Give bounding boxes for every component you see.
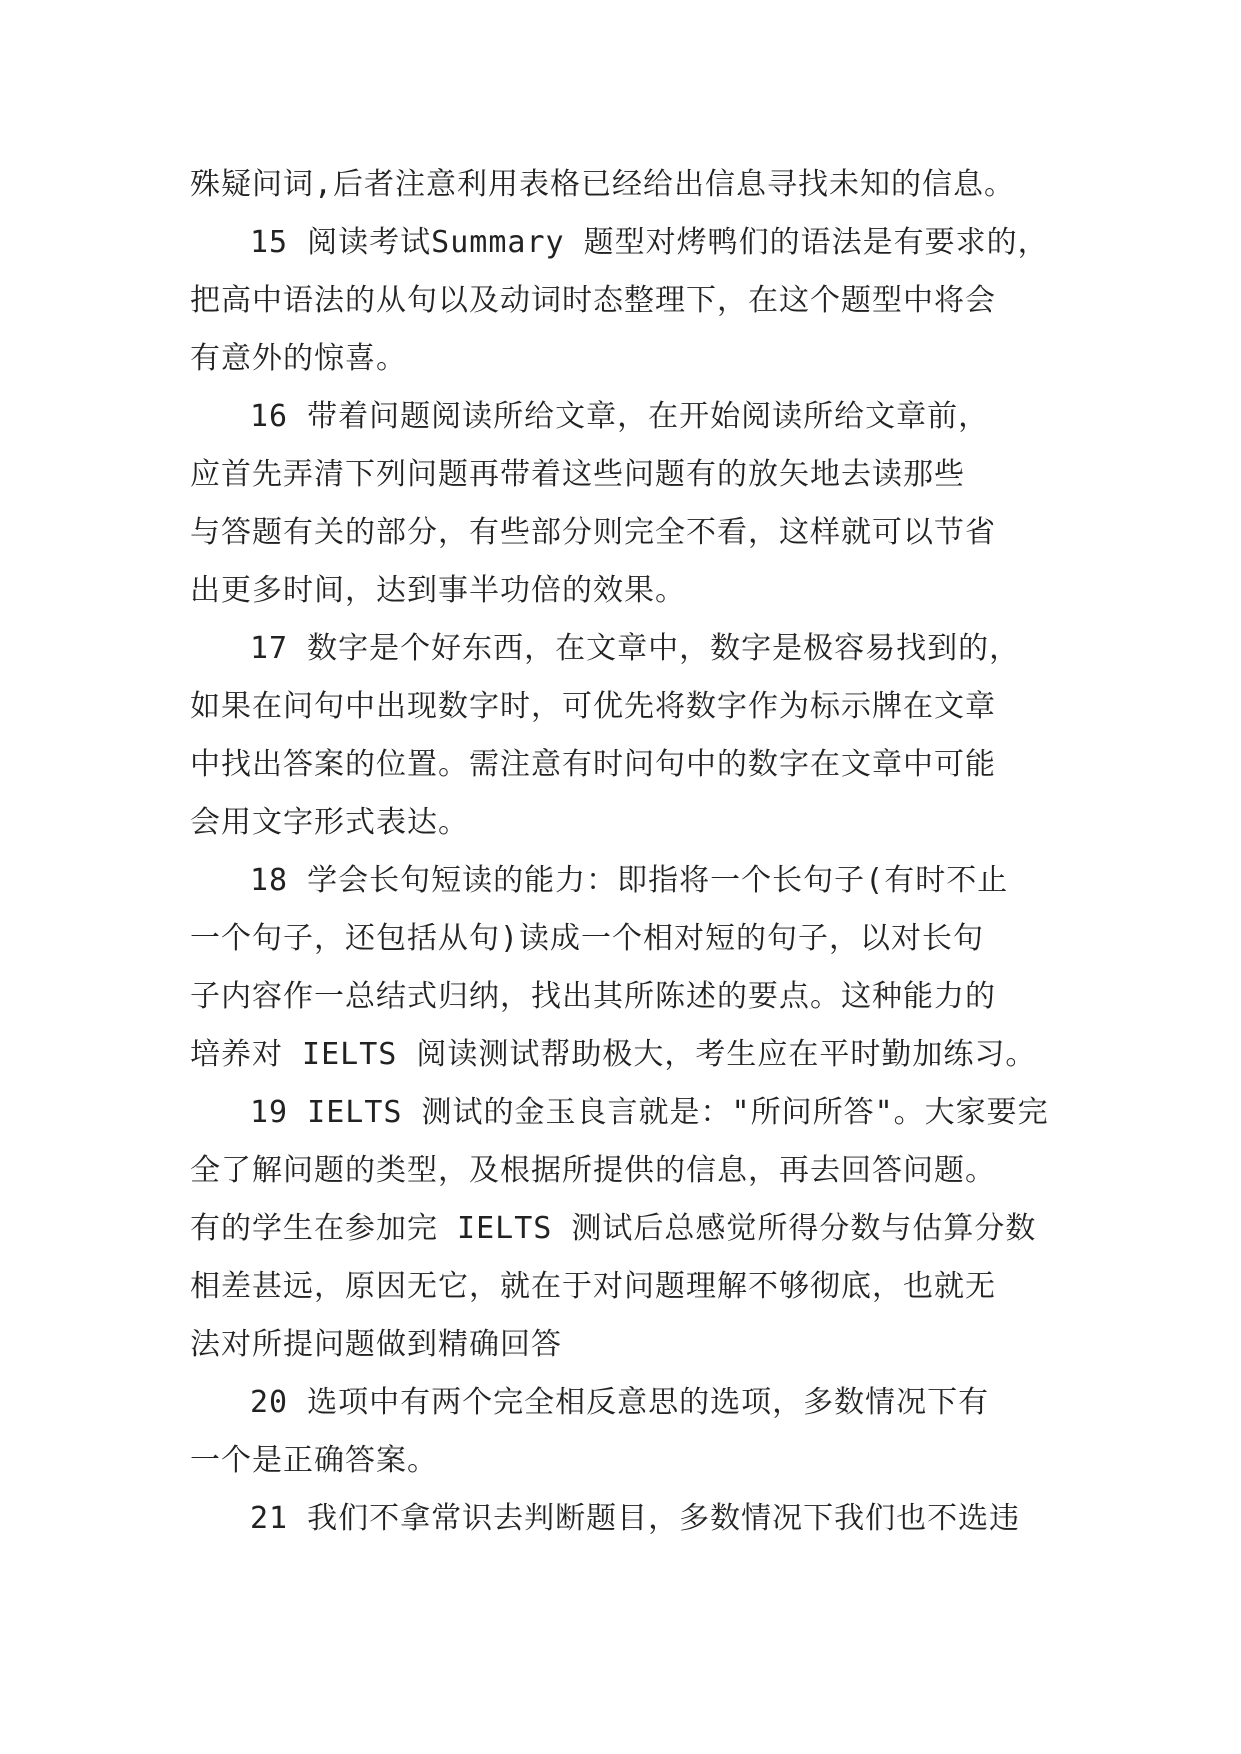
text-line: 把高中语法的从句以及动词时态整理下，在这个题型中将会: [190, 283, 996, 318]
text-line: 18 学会长句短读的能力：即指将一个长句子(有时不止: [250, 863, 1009, 898]
text-line: 19 IELTS 测试的金玉良言就是："所问所答"。大家要完: [250, 1095, 1049, 1130]
text-line: 一个句子，还包括从句)读成一个相对短的句子，以对长句: [190, 921, 985, 956]
text-line: 出更多时间，达到事半功倍的效果。: [190, 573, 686, 608]
document-body: [190, 156, 1070, 1548]
text-line: 21 我们不拿常识去判断题目，多数情况下我们也不选违: [250, 1501, 1021, 1536]
text-line: 与答题有关的部分，有些部分则完全不看，这样就可以节省: [190, 515, 996, 550]
text-line: 有意外的惊喜。: [190, 341, 407, 376]
text-line: 相差甚远，原因无它，就在于对问题理解不够彻底，也就无: [190, 1269, 996, 1304]
text-line: 应首先弄清下列问题再带着这些问题有的放矢地去读那些: [190, 457, 965, 492]
text-line: 一个是正确答案。: [190, 1443, 438, 1478]
text-line: 17 数字是个好东西，在文章中，数字是极容易找到的，: [250, 631, 1021, 666]
text-line: 全了解问题的类型，及根据所提供的信息，再去回答问题。: [190, 1153, 996, 1188]
text-line: 20 选项中有两个完全相反意思的选项，多数情况下有: [250, 1385, 990, 1420]
text-line: 15 阅读考试Summary 题型对烤鸭们的语法是有要求的，: [250, 225, 1049, 260]
text-line: 有的学生在参加完 IELTS 测试后总感觉所得分数与估算分数: [190, 1211, 1037, 1246]
text-line: 培养对 IELTS 阅读测试帮助极大，考生应在平时勤加练习。: [190, 1037, 1037, 1072]
text-line: 子内容作一总结式归纳，找出其所陈述的要点。这种能力的: [190, 979, 996, 1014]
text-line: 会用文字形式表达。: [190, 805, 469, 840]
text-line: 中找出答案的位置。需注意有时问句中的数字在文章中可能: [190, 747, 996, 782]
text-line: 16 带着问题阅读所给文章，在开始阅读所给文章前，: [250, 399, 990, 434]
text-line: 殊疑问词,后者注意利用表格已经给出信息寻找未知的信息。: [190, 167, 1016, 202]
text-line: 如果在问句中出现数字时，可优先将数字作为标示牌在文章: [190, 689, 996, 724]
text-line: 法对所提问题做到精确回答: [190, 1327, 562, 1362]
